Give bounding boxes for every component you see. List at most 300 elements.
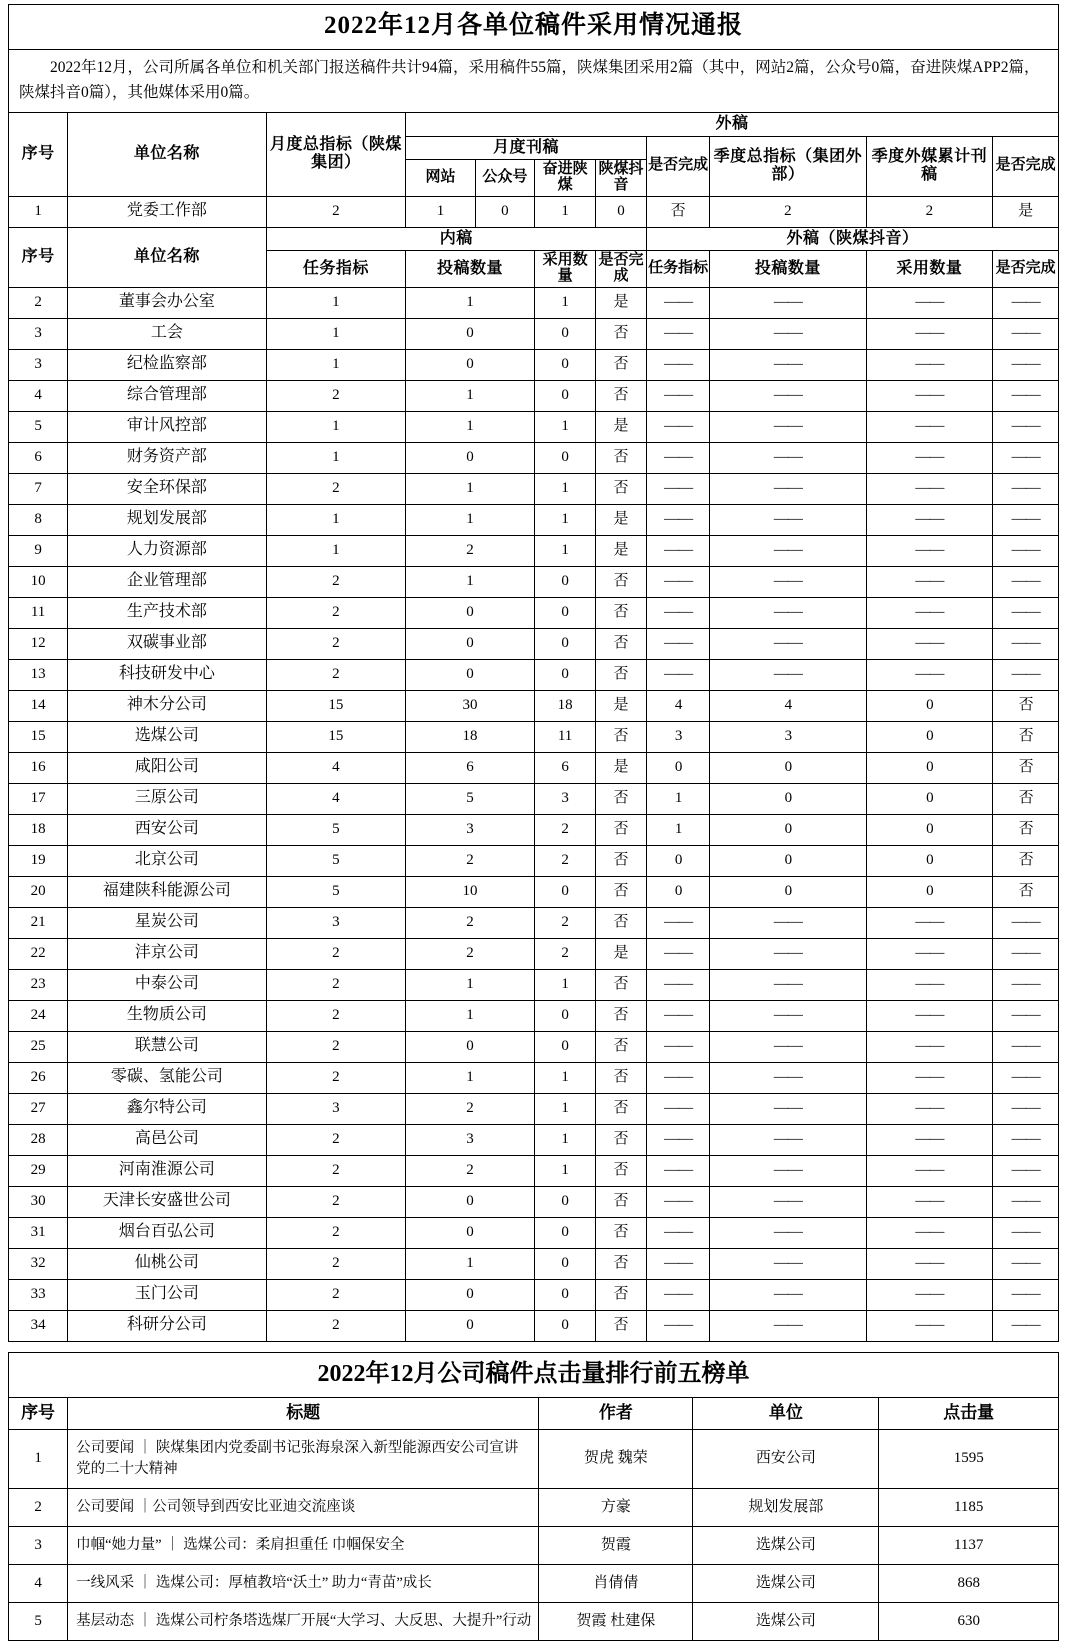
- cell-done-2: 否: [993, 876, 1059, 907]
- cell-adopt-count: 0: [534, 566, 595, 597]
- cell-done: 否: [596, 628, 647, 659]
- cell-adopt-count: 3: [534, 783, 595, 814]
- rank-cell-unit: 选煤公司: [693, 1526, 879, 1564]
- cell-submit-count-2: ——: [710, 504, 866, 535]
- cell-seq: 30: [9, 1186, 68, 1217]
- rank-cell-title: 公司要闻 ｜ 陕煤集团内党委副书记张海泉深入新型能源西安公司宣讲党的二十大精神: [68, 1429, 539, 1488]
- cell-adopt-count: 1: [534, 504, 595, 535]
- cell-submit-count: 1: [406, 473, 535, 504]
- cell-submit-count-2: ——: [710, 380, 866, 411]
- cell-unit: 西安公司: [68, 814, 267, 845]
- cell-done-2: ——: [993, 411, 1059, 442]
- cell-adopt-count-2: 0: [866, 845, 993, 876]
- cell-adopt-count: 0: [534, 597, 595, 628]
- rank-cell-unit: 规划发展部: [693, 1488, 879, 1526]
- cell-done-2: 否: [993, 783, 1059, 814]
- cell-done-2: ——: [993, 628, 1059, 659]
- cell-submit-count: 1: [406, 1000, 535, 1031]
- cell-task-index: 1: [266, 318, 405, 349]
- cell-task-index: 2: [266, 1062, 405, 1093]
- cell-seq: 8: [9, 504, 68, 535]
- cell-seq: 26: [9, 1062, 68, 1093]
- cell-submit-count: 1: [406, 566, 535, 597]
- cell-task-index-2: ——: [646, 907, 709, 938]
- cell-submit-count-2: ——: [710, 287, 866, 318]
- cell-adopt-count-2: ——: [866, 1217, 993, 1248]
- cell-submit-count: 2: [406, 1155, 535, 1186]
- rank-cell-seq: 4: [9, 1564, 68, 1602]
- cell-submit-count: 2: [406, 535, 535, 566]
- cell-submit-count-2: ——: [710, 535, 866, 566]
- cell-adopt-count-2: ——: [866, 1124, 993, 1155]
- th-rank-unit: 单位: [693, 1398, 879, 1430]
- cell-adopt-count-2: ——: [866, 1093, 993, 1124]
- table-row: [9, 504, 1059, 535]
- th-monthly-publish: 月度刊稿: [406, 136, 647, 159]
- cell-task-index-2: ——: [646, 566, 709, 597]
- cell-task-index-2: 0: [646, 752, 709, 783]
- cell-submit-count-2: ——: [710, 597, 866, 628]
- cell-task-index-2: ——: [646, 1248, 709, 1279]
- th-official-account: 公众号: [475, 160, 534, 197]
- table-row: [9, 349, 1059, 380]
- table-row: [9, 1031, 1059, 1062]
- cell-unit: 星炭公司: [68, 907, 267, 938]
- cell-done-2: ——: [993, 1093, 1059, 1124]
- cell-adopt-count-2: ——: [866, 1186, 993, 1217]
- cell-unit: 福建陕科能源公司: [68, 876, 267, 907]
- cell-adopt-count-2: ——: [866, 349, 993, 380]
- cell-submit-count: 18: [406, 721, 535, 752]
- cell-done: 是: [596, 504, 647, 535]
- cell-seq: 33: [9, 1279, 68, 1310]
- rank-cell-unit: 西安公司: [693, 1429, 879, 1488]
- cell-adopt-count-2: ——: [866, 1279, 993, 1310]
- cell-done: 否: [596, 566, 647, 597]
- cell-adopt-count-2: ——: [866, 442, 993, 473]
- cell-task-index-2: ——: [646, 938, 709, 969]
- cell-done: 否: [596, 1310, 647, 1341]
- cell-submit-count: 1: [406, 1248, 535, 1279]
- cell-submit-count: 5: [406, 783, 535, 814]
- th-submit-count-2: 投稿数量: [710, 251, 866, 288]
- cell-seq: 12: [9, 628, 68, 659]
- cell-adopt-count-2: ——: [866, 318, 993, 349]
- cell-submit-count: 0: [406, 1217, 535, 1248]
- cell-submit-count-2: 0: [710, 845, 866, 876]
- cell-submit-count: 1: [406, 287, 535, 318]
- cell-done: 否: [596, 1186, 647, 1217]
- cell-submit-count-2: 0: [710, 876, 866, 907]
- cell-done: 否: [596, 845, 647, 876]
- cell-submit-count: 0: [406, 318, 535, 349]
- cell-done-2: ——: [993, 1279, 1059, 1310]
- cell-task-index-2: ——: [646, 318, 709, 349]
- table-row: [9, 380, 1059, 411]
- cell-done-2: 否: [993, 690, 1059, 721]
- cell-submit-count-2: ——: [710, 1031, 866, 1062]
- th-unit: 单位名称: [68, 113, 267, 196]
- cell-adopt-count: 0: [534, 318, 595, 349]
- th-task-index: 任务指标: [266, 251, 405, 288]
- cell-task-index-2: 0: [646, 845, 709, 876]
- th-outer-group: 外稿: [406, 113, 1059, 136]
- cell-adopt-count-2: 0: [866, 690, 993, 721]
- cell-task-index-2: ——: [646, 1155, 709, 1186]
- cell-task-index: 2: [266, 969, 405, 1000]
- table-row: [9, 1248, 1059, 1279]
- cell-unit: 咸阳公司: [68, 752, 267, 783]
- cell-seq: 1: [9, 196, 68, 227]
- cell-submit-count-2: ——: [710, 1000, 866, 1031]
- cell-done-2: 否: [993, 814, 1059, 845]
- cell-douyin: 0: [596, 196, 647, 227]
- table-row: [9, 566, 1059, 597]
- cell-submit-count-2: ——: [710, 1217, 866, 1248]
- cell-seq: 7: [9, 473, 68, 504]
- cell-unit: 中泰公司: [68, 969, 267, 1000]
- cell-adopt-count-2: ——: [866, 473, 993, 504]
- th-rank-title: 标题: [68, 1398, 539, 1430]
- cell-task-index: 2: [266, 1310, 405, 1341]
- cell-unit: 仙桃公司: [68, 1248, 267, 1279]
- table-row: [9, 1093, 1059, 1124]
- cell-done-2: ——: [993, 473, 1059, 504]
- cell-seq: 32: [9, 1248, 68, 1279]
- cell-task-index-2: ——: [646, 969, 709, 1000]
- report-title-row: [9, 5, 1059, 50]
- cell-unit: 神木分公司: [68, 690, 267, 721]
- cell-task-index: 5: [266, 845, 405, 876]
- cell-submit-count-2: ——: [710, 1186, 866, 1217]
- cell-adopt-count-2: ——: [866, 1310, 993, 1341]
- cell-done: 否: [596, 1062, 647, 1093]
- cell-adopt-count-2: ——: [866, 907, 993, 938]
- th-rank-clicks: 点击量: [879, 1398, 1059, 1430]
- rank-cell-title: 基层动态 ｜ 选煤公司柠条塔选煤厂开展“大学习、大反思、大提升”行动: [68, 1602, 539, 1640]
- header-row-outer: [9, 113, 1059, 136]
- cell-task-index-2: ——: [646, 1310, 709, 1341]
- cell-submit-count-2: ——: [710, 969, 866, 1000]
- table-row: [9, 1000, 1059, 1031]
- cell-task-index-2: 4: [646, 690, 709, 721]
- cell-seq: 31: [9, 1217, 68, 1248]
- list-item: [9, 1564, 1059, 1602]
- cell-done: 否: [596, 1000, 647, 1031]
- cell-adopt-count-2: ——: [866, 1000, 993, 1031]
- cell-task-index: 2: [266, 566, 405, 597]
- ranking-rows-body: [9, 1429, 1059, 1640]
- cell-adopt-count: 0: [534, 1186, 595, 1217]
- cell-task-index: 2: [266, 380, 405, 411]
- cell-submit-count: 2: [406, 1093, 535, 1124]
- cell-submit-count: 2: [406, 938, 535, 969]
- cell-submit-count: 1: [406, 1062, 535, 1093]
- cell-task-index: 1: [266, 287, 405, 318]
- cell-seq: 23: [9, 969, 68, 1000]
- rank-cell-author: 贺虎 魏荣: [539, 1429, 693, 1488]
- cell-task-index: 3: [266, 1093, 405, 1124]
- table-row: [9, 969, 1059, 1000]
- cell-adopt-count-2: ——: [866, 628, 993, 659]
- th-submit-count: 投稿数量: [406, 251, 535, 288]
- cell-task-index: 1: [266, 442, 405, 473]
- cell-adopt-count: 0: [534, 1310, 595, 1341]
- cell-seq: 25: [9, 1031, 68, 1062]
- rank-cell-clicks: 868: [879, 1564, 1059, 1602]
- th-done-2: 是否完成: [993, 136, 1059, 196]
- list-item: [9, 1429, 1059, 1488]
- cell-quarter-outer: 2: [866, 196, 993, 227]
- cell-submit-count-2: ——: [710, 442, 866, 473]
- cell-adopt-count-2: 0: [866, 752, 993, 783]
- table-row: [9, 597, 1059, 628]
- cell-submit-count-2: ——: [710, 1279, 866, 1310]
- cell-task-index: 2: [266, 1279, 405, 1310]
- cell-submit-count-2: 0: [710, 783, 866, 814]
- cell-adopt-count: 0: [534, 1000, 595, 1031]
- cell-task-index: 2: [266, 1124, 405, 1155]
- cell-task-index-2: 3: [646, 721, 709, 752]
- table-row: [9, 1217, 1059, 1248]
- cell-task-index-2: ——: [646, 659, 709, 690]
- cell-done: 否: [596, 1279, 647, 1310]
- cell-adopt-count-2: 0: [866, 814, 993, 845]
- cell-done: 否: [596, 442, 647, 473]
- cell-unit: 安全环保部: [68, 473, 267, 504]
- table-row: [9, 659, 1059, 690]
- cell-seq: 21: [9, 907, 68, 938]
- th-monthly-total: 月度总指标（陕煤集团）: [266, 113, 405, 196]
- cell-adopt-count: 0: [534, 1031, 595, 1062]
- cell-task-index: 4: [266, 752, 405, 783]
- cell-task-index-2: ——: [646, 504, 709, 535]
- cell-unit: 沣京公司: [68, 938, 267, 969]
- cell-submit-count: 10: [406, 876, 535, 907]
- cell-adopt-count-2: ——: [866, 411, 993, 442]
- cell-submit-count-2: ——: [710, 1310, 866, 1341]
- cell-submit-count: 1: [406, 504, 535, 535]
- cell-adopt-count-2: 0: [866, 721, 993, 752]
- cell-task-index: 2: [266, 597, 405, 628]
- cell-unit: 北京公司: [68, 845, 267, 876]
- cell-task-index: 2: [266, 938, 405, 969]
- cell-unit: 鑫尔特公司: [68, 1093, 267, 1124]
- table-row: [9, 783, 1059, 814]
- th-douyin: 陕煤抖音: [596, 160, 647, 197]
- cell-seq: 11: [9, 597, 68, 628]
- cell-seq: 13: [9, 659, 68, 690]
- cell-submit-count-2: ——: [710, 411, 866, 442]
- cell-adopt-count-2: ——: [866, 287, 993, 318]
- th-rank-author: 作者: [539, 1398, 693, 1430]
- cell-seq: 9: [9, 535, 68, 566]
- cell-unit: 党委工作部: [68, 196, 267, 227]
- cell-task-index: 1: [266, 535, 405, 566]
- cell-task-index: 1: [266, 349, 405, 380]
- cell-submit-count: 3: [406, 814, 535, 845]
- cell-done: 是: [596, 411, 647, 442]
- table-row: [9, 1124, 1059, 1155]
- th-website: 网站: [406, 160, 476, 197]
- list-item: [9, 1602, 1059, 1640]
- cell-done: 否: [596, 1155, 647, 1186]
- cell-task-index-2: ——: [646, 380, 709, 411]
- report-summary-row: [9, 49, 1059, 113]
- rank-cell-title: 巾帼“她力量” ｜ 选煤公司：柔肩担重任 巾帼保安全: [68, 1526, 539, 1564]
- cell-submit-count-2: ——: [710, 938, 866, 969]
- cell-task-index: 1: [266, 504, 405, 535]
- th-seq-2: 序号: [9, 227, 68, 287]
- cell-adopt-count: 1: [534, 535, 595, 566]
- cell-submit-count-2: ——: [710, 659, 866, 690]
- cell-adopt-count: 0: [534, 876, 595, 907]
- cell-task-index-2: ——: [646, 1124, 709, 1155]
- cell-submit-count: 3: [406, 1124, 535, 1155]
- cell-done: 否: [596, 1217, 647, 1248]
- cell-done: 否: [596, 597, 647, 628]
- cell-task-index-2: ——: [646, 1186, 709, 1217]
- th-quarter-total: 季度总指标（集团外部）: [710, 136, 866, 196]
- cell-adopt-count: 0: [534, 349, 595, 380]
- ranking-title: 2022年12月公司稿件点击量排行前五榜单: [9, 1352, 1059, 1398]
- table-row: [9, 196, 1059, 227]
- rank-cell-seq: 1: [9, 1429, 68, 1488]
- cell-submit-count: 0: [406, 659, 535, 690]
- cell-adopt-count: 1: [534, 1062, 595, 1093]
- table-row: [9, 690, 1059, 721]
- cell-submit-count: 2: [406, 845, 535, 876]
- cell-adopt-count: 0: [534, 1279, 595, 1310]
- cell-submit-count-2: ——: [710, 566, 866, 597]
- cell-unit: 董事会办公室: [68, 287, 267, 318]
- cell-task-index-2: ——: [646, 287, 709, 318]
- rank-cell-title: 公司要闻 ｜公司领导到西安比亚迪交流座谈: [68, 1488, 539, 1526]
- cell-unit: 工会: [68, 318, 267, 349]
- cell-adopt-count-2: ——: [866, 1248, 993, 1279]
- cell-submit-count-2: 4: [710, 690, 866, 721]
- cell-done: 是: [596, 690, 647, 721]
- cell-seq: 18: [9, 814, 68, 845]
- cell-done-2: ——: [993, 1248, 1059, 1279]
- cell-done-2: 否: [993, 845, 1059, 876]
- cell-adopt-count-2: 0: [866, 783, 993, 814]
- cell-adopt-count: 1: [534, 1124, 595, 1155]
- cell-submit-count: 1: [406, 380, 535, 411]
- cell-seq: 10: [9, 566, 68, 597]
- cell-task-index: 5: [266, 814, 405, 845]
- table-row: [9, 814, 1059, 845]
- cell-done: 否: [646, 196, 709, 227]
- cell-done-2: ——: [993, 1310, 1059, 1341]
- cell-unit: 财务资产部: [68, 442, 267, 473]
- cell-task-index: 3: [266, 907, 405, 938]
- list-item: [9, 1526, 1059, 1564]
- cell-submit-count: 0: [406, 1279, 535, 1310]
- table-row: [9, 721, 1059, 752]
- cell-task-index: 2: [266, 628, 405, 659]
- cell-done-2: ——: [993, 1217, 1059, 1248]
- cell-submit-count-2: ——: [710, 318, 866, 349]
- cell-adopt-count: 1: [534, 1155, 595, 1186]
- cell-seq: 3: [9, 349, 68, 380]
- cell-task-index: 15: [266, 690, 405, 721]
- rank-cell-clicks: 630: [879, 1602, 1059, 1640]
- cell-task-index: 2: [266, 473, 405, 504]
- cell-submit-count: 1: [406, 411, 535, 442]
- cell-done: 否: [596, 783, 647, 814]
- cell-done: 否: [596, 1248, 647, 1279]
- cell-submit-count: 6: [406, 752, 535, 783]
- cell-done-2: ——: [993, 1124, 1059, 1155]
- table-row: [9, 473, 1059, 504]
- cell-seq: 19: [9, 845, 68, 876]
- cell-submit-count: 2: [406, 907, 535, 938]
- ranking-title-row: [9, 1352, 1059, 1398]
- cell-task-index-2: ——: [646, 1062, 709, 1093]
- list-item: [9, 1488, 1059, 1526]
- cell-seq: 24: [9, 1000, 68, 1031]
- cell-submit-count-2: ——: [710, 628, 866, 659]
- table-row: [9, 1310, 1059, 1341]
- cell-done: 否: [596, 876, 647, 907]
- cell-submit-count: 1: [406, 969, 535, 1000]
- rank-cell-seq: 5: [9, 1602, 68, 1640]
- cell-adopt-count-2: ——: [866, 1062, 993, 1093]
- cell-done-2: ——: [993, 1186, 1059, 1217]
- table-row: [9, 752, 1059, 783]
- cell-seq: 22: [9, 938, 68, 969]
- table-row: [9, 1155, 1059, 1186]
- cell-adopt-count: 2: [534, 907, 595, 938]
- th-app: 奋进陕煤: [534, 160, 595, 197]
- table-row: [9, 845, 1059, 876]
- th-seq: 序号: [9, 113, 68, 196]
- cell-submit-count-2: ——: [710, 473, 866, 504]
- cell-task-index: 2: [266, 659, 405, 690]
- cell-unit: 审计风控部: [68, 411, 267, 442]
- cell-task-index-2: 0: [646, 876, 709, 907]
- ranking-header-row: [9, 1398, 1059, 1430]
- report-title: 2022年12月各单位稿件采用情况通报: [9, 5, 1059, 50]
- cell-done-2: ——: [993, 659, 1059, 690]
- cell-done: 否: [596, 814, 647, 845]
- cell-submit-count-2: ——: [710, 1155, 866, 1186]
- rank-cell-unit: 选煤公司: [693, 1564, 879, 1602]
- cell-adopt-count: 0: [534, 442, 595, 473]
- table-row: [9, 318, 1059, 349]
- rank-cell-clicks: 1595: [879, 1429, 1059, 1488]
- cell-unit: 选煤公司: [68, 721, 267, 752]
- cell-adopt-count: 2: [534, 938, 595, 969]
- table-row: [9, 876, 1059, 907]
- cell-done-2: ——: [993, 1062, 1059, 1093]
- rank-cell-clicks: 1137: [879, 1526, 1059, 1564]
- cell-task-index-2: ——: [646, 1000, 709, 1031]
- table-row: [9, 442, 1059, 473]
- cell-task-index-2: ——: [646, 628, 709, 659]
- cell-adopt-count: 11: [534, 721, 595, 752]
- cell-adopt-count: 0: [534, 659, 595, 690]
- cell-done-2: ——: [993, 566, 1059, 597]
- th-task-index-2: 任务指标: [646, 251, 709, 288]
- cell-done-2: ——: [993, 1000, 1059, 1031]
- cell-done: 是: [596, 938, 647, 969]
- cell-done-2: ——: [993, 442, 1059, 473]
- cell-done: 否: [596, 907, 647, 938]
- cell-unit: 三原公司: [68, 783, 267, 814]
- th-unit-2: 单位名称: [68, 227, 267, 287]
